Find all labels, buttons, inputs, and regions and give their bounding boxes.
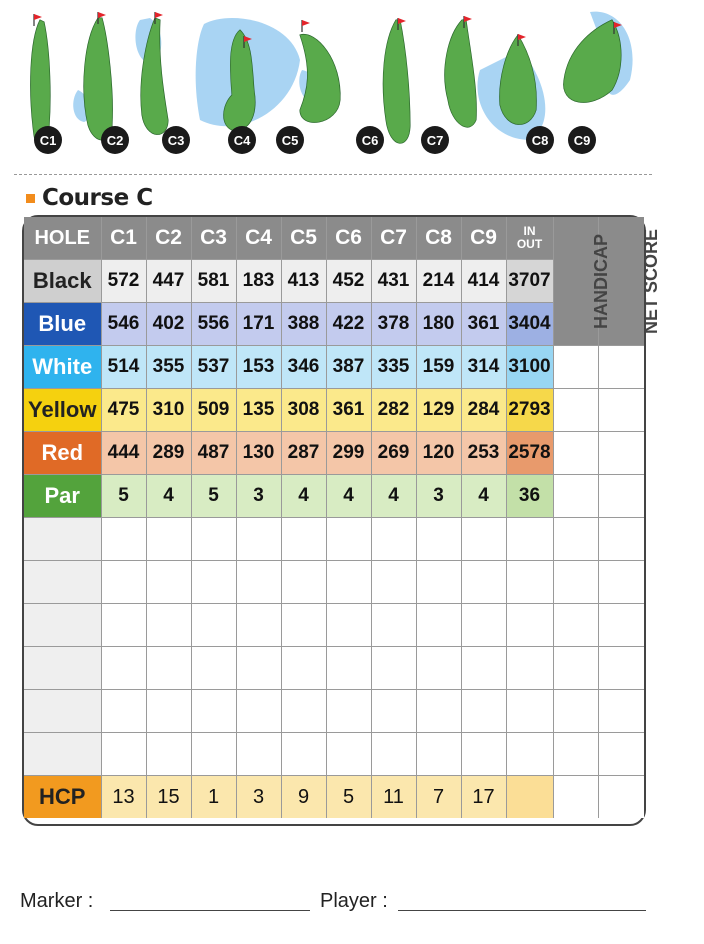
yardage-cell: 378 xyxy=(371,303,416,346)
score-cell[interactable] xyxy=(326,733,371,776)
score-cell[interactable] xyxy=(236,690,281,733)
yardage-cell: 361 xyxy=(461,303,506,346)
hole-badge-c7[interactable] xyxy=(421,126,449,154)
score-entry-row xyxy=(24,561,644,604)
yardage-cell: 183 xyxy=(236,260,281,303)
header-in-out xyxy=(506,217,553,260)
yardage-cell: 514 xyxy=(101,346,146,389)
handicap-cell[interactable] xyxy=(553,647,598,690)
score-cell[interactable] xyxy=(506,733,553,776)
tee-row-black xyxy=(24,260,644,303)
tee-label-black: Black xyxy=(24,260,101,303)
hcp-cell: 5 xyxy=(326,776,371,819)
hole-badge-c3[interactable] xyxy=(162,126,190,154)
yardage-cell: 413 xyxy=(281,260,326,303)
player-signature-line[interactable] xyxy=(398,910,646,911)
score-cell[interactable] xyxy=(371,561,416,604)
flag-icon xyxy=(34,14,42,20)
course-title-text: Course C xyxy=(42,185,153,211)
handicap-cell[interactable] xyxy=(553,561,598,604)
score-cell[interactable] xyxy=(191,518,236,561)
net-score-cell[interactable] xyxy=(598,690,644,733)
yardage-cell: 310 xyxy=(146,389,191,432)
score-cell[interactable] xyxy=(146,518,191,561)
yardage-cell: 447 xyxy=(146,260,191,303)
in-label: IN xyxy=(523,224,536,238)
score-cell[interactable] xyxy=(236,518,281,561)
score-cell[interactable] xyxy=(506,561,553,604)
score-cell[interactable] xyxy=(326,518,371,561)
flag-icon xyxy=(518,34,526,40)
score-cell[interactable] xyxy=(416,604,461,647)
net-score-cell[interactable] xyxy=(598,647,644,690)
hcp-cell: 3 xyxy=(236,776,281,819)
yardage-cell: 314 xyxy=(461,346,506,389)
yardage-cell: 387 xyxy=(326,346,371,389)
hole-badge-label: C8 xyxy=(531,133,549,148)
yardage-cell: 346 xyxy=(281,346,326,389)
score-cell[interactable] xyxy=(371,604,416,647)
score-entry-row xyxy=(24,733,644,776)
yardage-cell: 4 xyxy=(326,475,371,518)
score-cell[interactable] xyxy=(146,690,191,733)
hole-badge-c5[interactable] xyxy=(276,126,304,154)
score-cell[interactable] xyxy=(191,604,236,647)
hole-badge-label: C2 xyxy=(106,133,124,148)
yardage-cell: 269 xyxy=(371,432,416,475)
player-name-cell[interactable] xyxy=(24,733,101,776)
yardage-cell: 581 xyxy=(191,260,236,303)
score-cell[interactable] xyxy=(326,690,371,733)
hole-badge-label: C7 xyxy=(426,133,444,148)
handicap-cell[interactable] xyxy=(553,432,598,475)
score-cell[interactable] xyxy=(101,647,146,690)
yardage-cell: 414 xyxy=(461,260,506,303)
dashed-divider xyxy=(14,174,652,175)
yardage-cell: 289 xyxy=(146,432,191,475)
yardage-cell: 546 xyxy=(101,303,146,346)
hole-badge-c1[interactable] xyxy=(34,126,62,154)
total-cell: 2793 xyxy=(506,389,553,432)
yardage-cell: 120 xyxy=(416,432,461,475)
score-cell[interactable] xyxy=(506,690,553,733)
scorecard-table xyxy=(24,217,661,818)
score-cell[interactable] xyxy=(371,647,416,690)
score-cell[interactable] xyxy=(416,561,461,604)
score-cell[interactable] xyxy=(506,647,553,690)
hole-badge-label: C3 xyxy=(167,133,185,148)
handicap-header: HANDICAP xyxy=(590,233,611,330)
yardage-cell: 3 xyxy=(236,475,281,518)
total-cell: 3404 xyxy=(506,303,553,346)
hcp-row xyxy=(24,776,644,819)
score-cell[interactable] xyxy=(461,561,506,604)
yardage-cell: 422 xyxy=(326,303,371,346)
score-cell[interactable] xyxy=(461,690,506,733)
score-cell[interactable] xyxy=(326,604,371,647)
score-cell[interactable] xyxy=(461,518,506,561)
yardage-cell: 129 xyxy=(416,389,461,432)
hole-badge-c9[interactable] xyxy=(568,126,596,154)
score-cell[interactable] xyxy=(146,604,191,647)
score-cell[interactable] xyxy=(371,518,416,561)
tee-label-par: Par xyxy=(24,475,101,518)
score-cell[interactable] xyxy=(281,690,326,733)
score-cell[interactable] xyxy=(236,604,281,647)
tee-row-white xyxy=(24,346,644,389)
net-score-header: NET SCORE xyxy=(640,228,661,335)
tee-label-red: Red xyxy=(24,432,101,475)
net-score-cell[interactable] xyxy=(598,346,644,389)
yardage-cell: 5 xyxy=(101,475,146,518)
hole-badge-label: C1 xyxy=(39,133,57,148)
net-score-cell[interactable] xyxy=(598,733,644,776)
score-cell[interactable] xyxy=(506,518,553,561)
score-cell[interactable] xyxy=(101,561,146,604)
yardage-cell: 5 xyxy=(191,475,236,518)
tee-label-yellow: Yellow xyxy=(24,389,101,432)
signature-footer xyxy=(20,886,650,916)
tee-row-par xyxy=(24,475,644,518)
hole-fairway-highlight xyxy=(500,35,537,124)
hcp-cell: 9 xyxy=(281,776,326,819)
header-hole-c6: C6 xyxy=(326,217,371,260)
hole-badge-c4[interactable] xyxy=(228,126,256,154)
yardage-cell: 452 xyxy=(326,260,371,303)
hole-fairway-highlight xyxy=(445,20,476,127)
net-score-cell[interactable] xyxy=(598,776,644,819)
score-cell[interactable] xyxy=(416,518,461,561)
player-name-cell[interactable] xyxy=(24,518,101,561)
score-cell[interactable] xyxy=(236,647,281,690)
yardage-cell: 3 xyxy=(416,475,461,518)
hole-badge-c8[interactable] xyxy=(526,126,554,154)
tee-row-red xyxy=(24,432,644,475)
yardage-cell: 180 xyxy=(416,303,461,346)
header-hole-c9: C9 xyxy=(461,217,506,260)
hole-fairway-highlight xyxy=(84,18,112,140)
yardage-cell: 335 xyxy=(371,346,416,389)
yardage-cell: 308 xyxy=(281,389,326,432)
yardage-cell: 4 xyxy=(461,475,506,518)
yardage-cell: 130 xyxy=(236,432,281,475)
total-cell: 3707 xyxy=(506,260,553,303)
score-cell[interactable] xyxy=(461,604,506,647)
score-entry-row xyxy=(24,604,644,647)
flag-icon xyxy=(464,16,472,22)
hcp-label: HCP xyxy=(24,776,101,819)
net-score-cell[interactable] xyxy=(598,432,644,475)
yardage-cell: 444 xyxy=(101,432,146,475)
hole-badge-c6[interactable] xyxy=(356,126,384,154)
score-cell[interactable] xyxy=(281,647,326,690)
score-entry-row xyxy=(24,518,644,561)
net-score-cell[interactable] xyxy=(598,475,644,518)
score-cell[interactable] xyxy=(281,604,326,647)
score-cell[interactable] xyxy=(416,647,461,690)
net-score-cell[interactable] xyxy=(598,561,644,604)
yardage-cell: 402 xyxy=(146,303,191,346)
player-name-cell[interactable] xyxy=(24,604,101,647)
out-label: OUT xyxy=(516,237,543,251)
header-hole-c2: C2 xyxy=(146,217,191,260)
score-cell[interactable] xyxy=(101,518,146,561)
yardage-cell: 509 xyxy=(191,389,236,432)
hcp-cell: 7 xyxy=(416,776,461,819)
course-title xyxy=(26,184,153,212)
hcp-cell: 17 xyxy=(461,776,506,819)
yardage-cell: 153 xyxy=(236,346,281,389)
score-cell[interactable] xyxy=(101,733,146,776)
yardage-cell: 287 xyxy=(281,432,326,475)
handicap-cell[interactable] xyxy=(553,389,598,432)
yardage-cell: 361 xyxy=(326,389,371,432)
score-cell[interactable] xyxy=(191,561,236,604)
score-cell[interactable] xyxy=(281,733,326,776)
score-cell[interactable] xyxy=(146,647,191,690)
player-label: Player : xyxy=(320,890,388,912)
marker-signature-line[interactable] xyxy=(110,910,310,911)
score-cell[interactable] xyxy=(281,561,326,604)
course-hole-maps xyxy=(0,0,666,170)
player-name-cell[interactable] xyxy=(24,647,101,690)
total-cell: 2578 xyxy=(506,432,553,475)
yardage-cell: 487 xyxy=(191,432,236,475)
hole-badge-label: C4 xyxy=(233,133,251,148)
total-cell: 36 xyxy=(506,475,553,518)
orange-square-icon xyxy=(26,194,35,203)
yardage-cell: 4 xyxy=(281,475,326,518)
score-cell[interactable] xyxy=(326,647,371,690)
score-cell[interactable] xyxy=(236,733,281,776)
handicap-cell[interactable] xyxy=(553,518,598,561)
net-score-cell[interactable] xyxy=(598,518,644,561)
yardage-cell: 135 xyxy=(236,389,281,432)
score-cell[interactable] xyxy=(191,647,236,690)
score-cell[interactable] xyxy=(461,733,506,776)
yardage-cell: 253 xyxy=(461,432,506,475)
total-cell: 3100 xyxy=(506,346,553,389)
score-cell[interactable] xyxy=(416,690,461,733)
yardage-cell: 4 xyxy=(146,475,191,518)
header-hole-c8: C8 xyxy=(416,217,461,260)
header-hole-c1: C1 xyxy=(101,217,146,260)
tee-row-blue xyxy=(24,303,644,346)
yardage-cell: 284 xyxy=(461,389,506,432)
hole-fairway-highlight xyxy=(383,20,410,143)
yardage-cell: 282 xyxy=(371,389,416,432)
flag-icon xyxy=(302,20,310,26)
yardage-cell: 475 xyxy=(101,389,146,432)
flag-icon xyxy=(155,12,163,18)
yardage-cell: 355 xyxy=(146,346,191,389)
yardage-cell: 572 xyxy=(101,260,146,303)
yardage-cell: 388 xyxy=(281,303,326,346)
score-cell[interactable] xyxy=(461,647,506,690)
hole-badge-c2[interactable] xyxy=(101,126,129,154)
score-cell[interactable] xyxy=(281,518,326,561)
net-score-cell[interactable] xyxy=(598,389,644,432)
marker-label: Marker : xyxy=(20,890,94,912)
score-cell[interactable] xyxy=(101,690,146,733)
handicap-cell[interactable] xyxy=(553,346,598,389)
score-cell[interactable] xyxy=(191,690,236,733)
score-cell[interactable] xyxy=(416,733,461,776)
flag-icon xyxy=(398,18,406,24)
yardage-cell: 4 xyxy=(371,475,416,518)
header-hole-c3: C3 xyxy=(191,217,236,260)
score-cell[interactable] xyxy=(146,561,191,604)
header-row xyxy=(24,217,644,260)
score-cell[interactable] xyxy=(101,604,146,647)
handicap-cell[interactable] xyxy=(553,690,598,733)
yardage-cell: 214 xyxy=(416,260,461,303)
score-entry-row xyxy=(24,690,644,733)
yardage-cell: 556 xyxy=(191,303,236,346)
score-cell[interactable] xyxy=(146,733,191,776)
yardage-cell: 299 xyxy=(326,432,371,475)
hcp-cell: 11 xyxy=(371,776,416,819)
hole-badge-label: C9 xyxy=(573,133,591,148)
yardage-cell: 159 xyxy=(416,346,461,389)
handicap-column[interactable] xyxy=(553,217,611,346)
score-cell[interactable] xyxy=(326,561,371,604)
header-hole-c4: C4 xyxy=(236,217,281,260)
player-name-cell[interactable] xyxy=(24,561,101,604)
hole-badge-label: C6 xyxy=(361,133,379,148)
header-hole-c5: C5 xyxy=(281,217,326,260)
handicap-cell[interactable] xyxy=(553,604,598,647)
score-cell[interactable] xyxy=(191,733,236,776)
flag-icon xyxy=(98,12,106,18)
hole-badge-label: C5 xyxy=(281,133,299,148)
yardage-cell: 537 xyxy=(191,346,236,389)
score-cell[interactable] xyxy=(236,561,281,604)
hcp-cell: 1 xyxy=(191,776,236,819)
tee-label-blue: Blue xyxy=(24,303,101,346)
tee-row-yellow xyxy=(24,389,644,432)
score-cell[interactable] xyxy=(506,604,553,647)
scorecard xyxy=(22,215,661,826)
handicap-cell[interactable] xyxy=(553,733,598,776)
hcp-cell: 15 xyxy=(146,776,191,819)
yardage-cell: 431 xyxy=(371,260,416,303)
hcp-total-cell xyxy=(506,776,553,819)
handicap-cell[interactable] xyxy=(553,776,598,819)
player-name-cell[interactable] xyxy=(24,690,101,733)
score-entry-row xyxy=(24,647,644,690)
header-hole-label: HOLE xyxy=(24,217,101,260)
header-hole-c7: C7 xyxy=(371,217,416,260)
hcp-cell: 13 xyxy=(101,776,146,819)
handicap-cell[interactable] xyxy=(553,475,598,518)
net-score-cell[interactable] xyxy=(598,604,644,647)
yardage-cell: 171 xyxy=(236,303,281,346)
score-cell[interactable] xyxy=(371,733,416,776)
score-cell[interactable] xyxy=(371,690,416,733)
tee-label-white: White xyxy=(24,346,101,389)
